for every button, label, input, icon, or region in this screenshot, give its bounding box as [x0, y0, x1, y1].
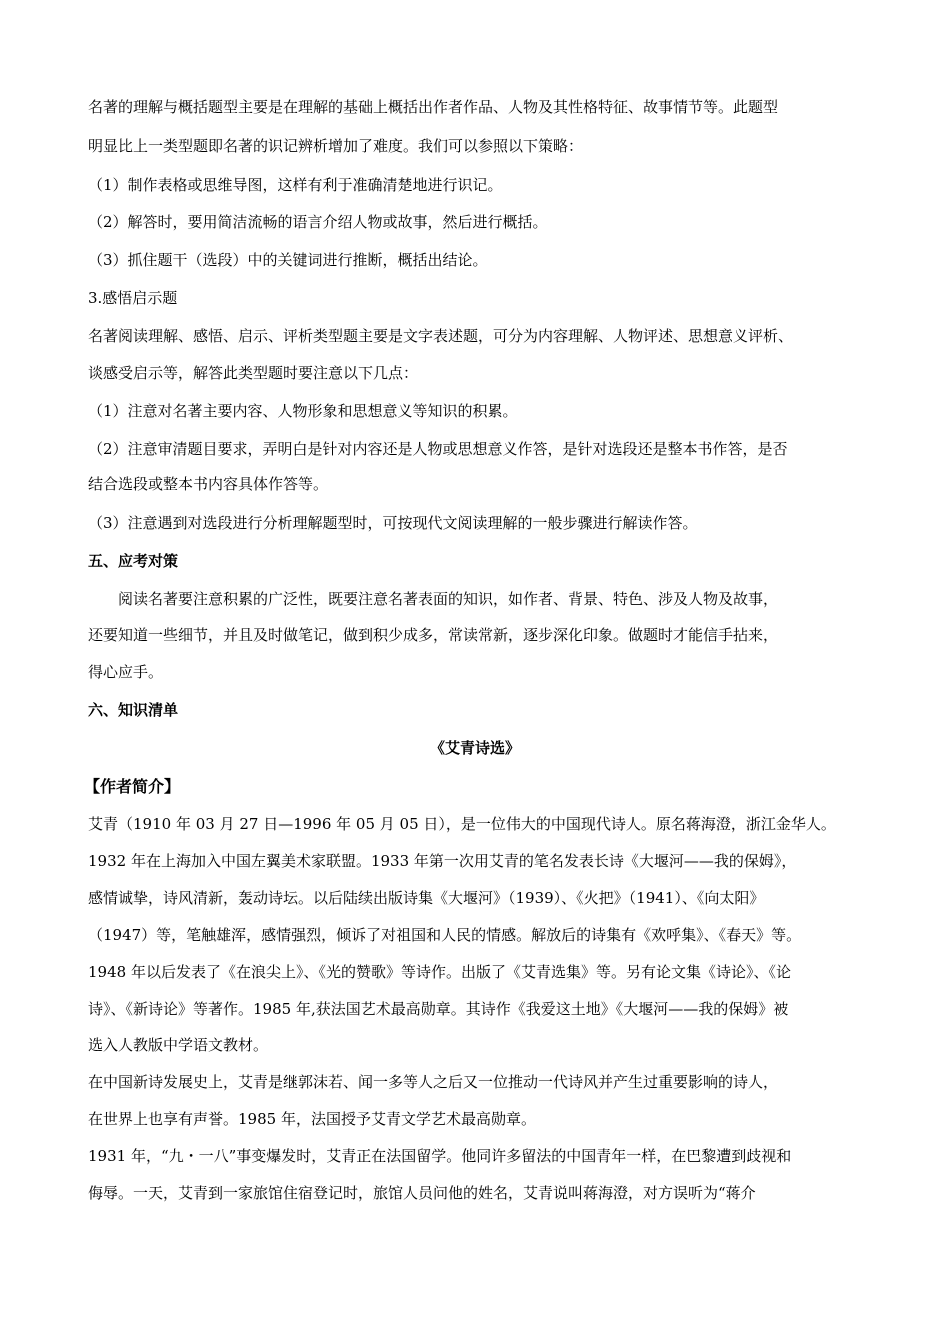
paragraph-line: 在世界上也享有声誉。1985 年，法国授予艾青文学艺术最高勋章。 [88, 1110, 536, 1128]
paragraph-line: 名著阅读理解、感悟、启示、评析类型题主要是文字表述题，可分为内容理解、人物评述、思想意义评析、 [88, 327, 794, 345]
list-item: （2）解答时，要用简洁流畅的语言介绍人物或故事，然后进行概括。 [88, 213, 548, 231]
list-item: （1）注意对名著主要内容、人物形象和思想意义等知识的积累。 [88, 402, 518, 420]
paragraph-line: 1931 年，“九・一八”事变爆发时，艾青正在法国留学。他同许多留法的中国青年一样，在巴黎遭到歧视和 [88, 1147, 792, 1165]
paragraph-line: （1947）等，笔触雄浑，感情强烈，倾诉了对祖国和人民的情感。解放后的诗集有《欢呼集》、《春天》等。 [88, 926, 802, 944]
paragraph-line: 谈感受启示等，解答此类型题时要注意以下几点： [88, 364, 419, 382]
paragraph-line: 艾青（1910 年 03 月 27 日—1996 年 05 月 05 日），是一位伟大的中国现代诗人。原名蒋海澄，浙江金华人。 [88, 815, 836, 833]
list-item: （3）注意遇到对选段进行分析理解题型时，可按现代文阅读理解的一般步骤进行解读作答。 [88, 514, 698, 532]
paragraph-line: 在中国新诗发展史上，艾青是继郭沫若、闻一多等人之后又一位推动一代诗风并产生过重要影响的诗人， [88, 1073, 779, 1091]
subsection-heading: 【作者简介】 [84, 777, 181, 796]
paragraph-line: 1932 年在上海加入中国左翼美术家联盟。1933 年第一次用艾青的笔名发表长诗《大堰河——我的保姆》， [88, 852, 797, 870]
paragraph-line: 感情诚挚，诗风清新，轰动诗坛。以后陆续出版诗集《大堰河》（1939）、《火把》（1941）、《向太阳》 [88, 889, 765, 907]
paragraph-line: 选入人教版中学语文教材。 [88, 1036, 269, 1054]
paragraph-line: 名著的理解与概括题型主要是在理解的基础上概括出作者作品、人物及其性格特征、故事情节等。此题型 [88, 98, 779, 116]
subheading: 3.感悟启示题 [88, 289, 178, 307]
list-item: （1）制作表格或思维导图，这样有利于准确清楚地进行识记。 [88, 176, 503, 194]
paragraph-line: 诗》、《新诗论》等著作。1985 年,获法国艺术最高勋章。其诗作《我爱这土地》《大堰河——我的保姆》被 [88, 1000, 789, 1018]
list-item: 结合选段或整本书内容具体作答等。 [88, 475, 329, 493]
paragraph-line: 侮辱。一天，艾青到一家旅馆住宿登记时，旅馆人员问他的姓名，艾青说叫蒋海澄，对方误听为“蒋介 [88, 1184, 756, 1202]
book-title: 《艾青诗选》 [429, 739, 520, 757]
paragraph-line: 还要知道一些细节，并且及时做笔记，做到积少成多，常读常新，逐步深化印象。做题时才能信手拈来， [88, 626, 779, 644]
list-item: （3）抓住题干（选段）中的关键词进行推断，概括出结论。 [88, 251, 488, 269]
paragraph-line: 阅读名著要注意积累的广泛性，既要注意名著表面的知识，如作者、背景、特色、涉及人物及故事， [118, 590, 779, 608]
paragraph-line: 明显比上一类型题即名著的识记辨析增加了难度。我们可以参照以下策略： [88, 137, 584, 155]
paragraph-line: 1948 年以后发表了《在浪尖上》、《光的赞歌》等诗作。出版了《艾青选集》等。另有论文集《诗论》、《论 [88, 963, 791, 981]
section-heading: 六、知识清单 [88, 701, 179, 719]
paragraph-line: 得心应手。 [88, 663, 164, 681]
section-heading: 五、应考对策 [88, 552, 179, 570]
list-item: （2）注意审清题目要求，弄明白是针对内容还是人物或思想意义作答，是针对选段还是整本书作答，是否 [88, 440, 788, 458]
